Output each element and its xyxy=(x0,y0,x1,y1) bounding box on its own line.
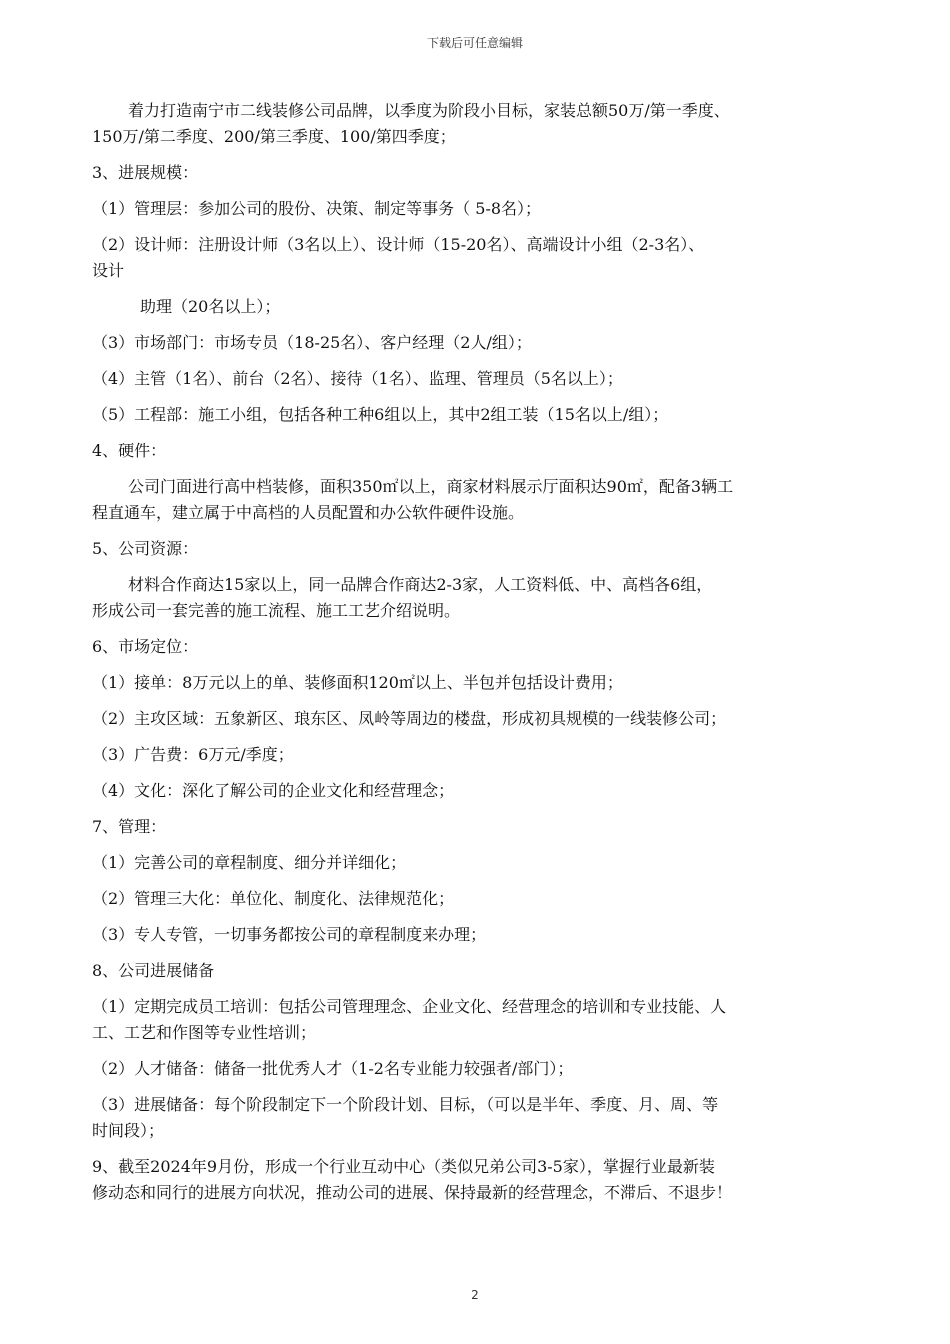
page-header: 下载后可任意编辑 xyxy=(426,36,523,50)
list-item: （3）广告费：6万元/季度； xyxy=(92,745,294,764)
document-body xyxy=(92,98,862,1206)
resources-paragraph-line-2: 形成公司一套完善的施工流程、施工工艺介绍说明。 xyxy=(92,601,461,620)
list-item: （2）设计师：注册设计师（3名以上）、设计师（15-20名）、高端设计小组（2-3名）、 xyxy=(92,235,705,254)
list-item: （4）主管（1名）、前台（2名）、接待（1名）、监理、管理员（5名以上）； xyxy=(92,369,623,388)
list-item: （1）接单：8万元以上的单、装修面积120㎡以上、半包并包括设计费用； xyxy=(92,673,623,692)
hardware-paragraph-line-1: 公司门面进行高中档装修，面积350㎡以上，商家材料展示厅面积达90㎡，配备3辆工 xyxy=(128,477,734,496)
hardware-paragraph-line-2: 程直通车，建立属于中高档的人员配置和办公软件硬件设施。 xyxy=(92,503,525,522)
goal-paragraph-line-1: 着力打造南宁市二线装修公司品牌，以季度为阶段小目标，家装总额50万/第一季度、 xyxy=(128,101,730,120)
list-item: （3）进展储备：每个阶段制定下一个阶段计划、目标，（可以是半年、季度、月、周、等 xyxy=(92,1095,719,1114)
list-item: （2）管理三大化：单位化、制度化、法律规范化； xyxy=(92,889,455,908)
list-item: （1）管理层：参加公司的股份、决策、制定等事务（ 5-8名）； xyxy=(92,199,542,218)
closing-paragraph-line-2: 修动态和同行的进展方向状况，推动公司的进展、保持最新的经营理念，不滞后、不退步！ xyxy=(92,1183,733,1202)
list-item-continued: 设计 xyxy=(92,261,125,280)
page-number: 2 xyxy=(471,1288,479,1302)
list-item: （3）市场部门：市场专员（18-25名）、客户经理（2人/组）； xyxy=(92,333,532,352)
list-item: （3）专人专管，一切事务都按公司的章程制度来办理； xyxy=(92,925,487,944)
list-item: （2）人才储备：储备一批优秀人才（1-2名专业能力较强者/部门）； xyxy=(92,1059,574,1078)
goal-paragraph-line-2: 150万/第二季度、200/第三季度、100/第四季度； xyxy=(92,127,456,146)
list-item-continued: 助理（20名以上）； xyxy=(140,297,281,316)
section-heading-market: 6、市场定位： xyxy=(92,637,199,656)
section-heading-scale: 3、进展规模： xyxy=(92,163,199,182)
list-item-continued: 工、工艺和作图等专业性培训； xyxy=(92,1023,317,1042)
list-item-continued: 时间段）； xyxy=(92,1121,165,1140)
list-item: （5）工程部：施工小组，包括各种工种6组以上，其中2组工装（15名以上/组）； xyxy=(92,405,669,424)
section-heading-hardware: 4、硬件： xyxy=(92,441,167,460)
list-item: （2）主攻区域：五象新区、琅东区、凤岭等周边的楼盘，形成初具规模的一线装修公司； xyxy=(92,709,727,728)
section-heading-resources: 5、公司资源： xyxy=(92,539,199,558)
list-item: （1）完善公司的章程制度、细分并详细化； xyxy=(92,853,407,872)
section-heading-reserve: 8、公司进展储备 xyxy=(92,961,215,980)
closing-paragraph-line-1: 9、截至2024年9月份，形成一个行业互动中心（类似兄弟公司3-5家），掌握行业最新装 xyxy=(92,1157,715,1176)
list-item: （4）文化：深化了解公司的企业文化和经营理念； xyxy=(92,781,455,800)
section-heading-management: 7、管理： xyxy=(92,817,167,836)
resources-paragraph-line-1: 材料合作商达15家以上，同一品牌合作商达2-3家，人工资料低、中、高档各6组， xyxy=(128,575,713,594)
list-item: （1）定期完成员工培训：包括公司管理理念、企业文化、经营理念的培训和专业技能、人 xyxy=(92,997,727,1016)
